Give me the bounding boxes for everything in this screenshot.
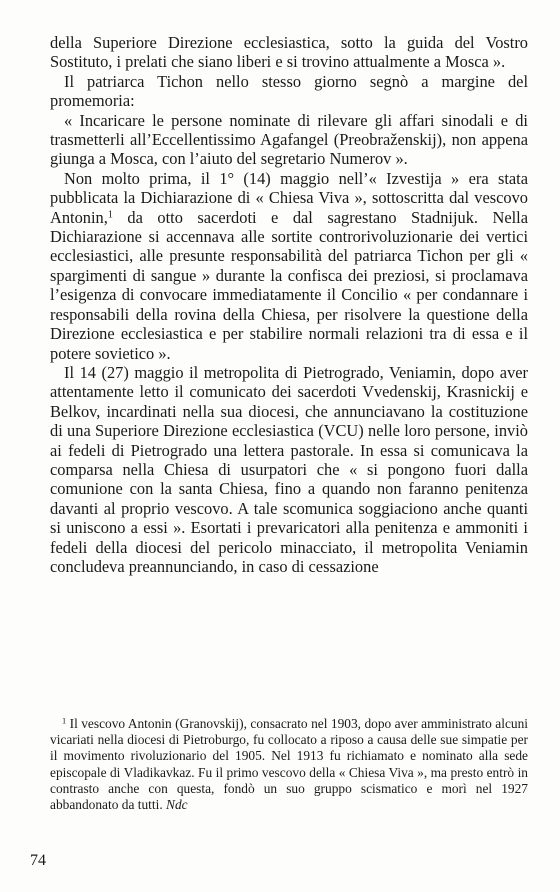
paragraph-5 [50,363,528,576]
footnote-text [50,716,528,813]
paragraph-2: Il patriarca Tichon nello stesso giorno segnò a margine del promemoria: [50,71,528,111]
page-number: 74 [30,852,46,869]
paragraph-4 [50,169,528,363]
footnote-reference: 1 [107,209,113,221]
paragraph-4-part-2: da otto sacerdoti e dal sagrestano Stadnijuk. Nella Dichiarazione si accennava alle sortite controrivoluzionarie dei vertici ecclesiastici, alle presunte responsabilità del patriarca Tichon per gli « spargimenti di sangue » durante la confisca dei preziosi, si proclamava l’esigenza di convocare immediatamente il Concilio « per condannare i responsabili della rovina della Chiesa, per risolvere la questione della Direzione ecclesiastica e per stabilire normali relazioni tra di essa e il potere sovietico ». [50,207,528,363]
paragraph-5-main: Il 14 (27) maggio il metropolita di Pietrogrado, Veniamin, dopo aver attentamente letto il comunicato dei sacerdoti Vvedenskij, Krasnickij e Belkov, incardinati nella sua diocesi, che annunciavano la costituzione di una Superiore Direzione ecclesiastica (VCU) nelle loro persone, inviò ai fedeli di Pietrogrado una lettera pastorale. In essa si comunicava la comparsa nella Chiesa di usurpatori che « si pongono fuori dalla comunione con la santa Chiesa, fino a quando non faranno penitenza davanti al proprio vescovo. A tale scomunica soggiaciono anche quanti si uniscono a essi ». [50,362,528,538]
footnote [50,716,528,813]
paragraph-5-end: Esortati i prevaricatori alla penitenza e ammoniti i fedeli della diocesi del pericolo minacciato, il metropolita Veniamin concludeva preannunciando, in caso di cessazione [50,518,528,576]
footnote-body: Il vescovo Antonin (Granovskij), consacrato nel 1903, dopo aver amministrato alcuni vicariati nella diocesi di Pietroburgo, fu collocato a riposo a causa delle sue simpatie per il movimento rivoluzionario del 1905. Nel 1913 fu richiamato e nominato alla sede episcopale di Vladikavkaz. Fu il primo vescovo della « Chiesa Viva », ma presto entrò in contrasto anche con questa, fondò un suo gruppo scismatico e morì nel 1927 abbandonato da tutti. [50,716,528,813]
paragraph-4-part-1: Non molto prima, il 1° (14) maggio nell’« Izvestija » era stata pubblicata la Dichiarazione di « Chiesa Viva », sottoscritta dal vescovo Antonin, [50,168,528,227]
body-text [50,33,528,576]
footnote-mark: 1 [62,716,67,726]
paragraph-1: della Superiore Direzione ecclesiastica, sotto la guida del Vostro Sostituto, i prelati che siano liberi e si trovino attualmente a Mosca ». [50,33,528,72]
footnote-signature: Ndc [166,797,188,813]
paragraph-3: « Incaricare le persone nominate di rilevare gli affari sinodali e di trasmetterli all’Eccellentissimo Agafangel (Preobraženskij), non appena giunga a Mosca, con l’aiuto del segretario Numerov ». [50,110,528,169]
